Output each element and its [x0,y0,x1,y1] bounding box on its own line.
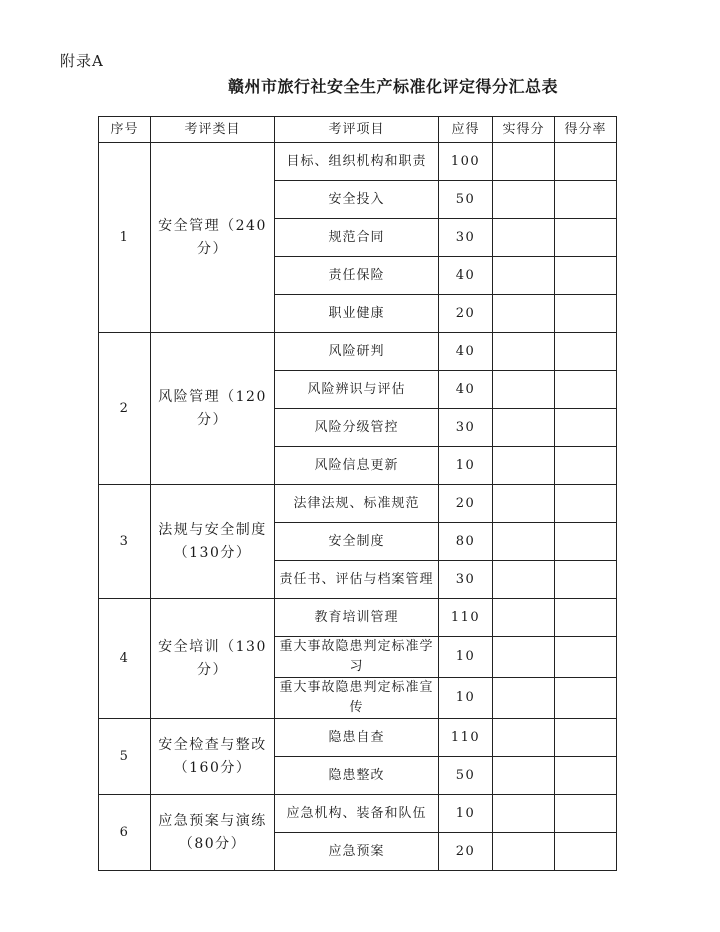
section-category: 法规与安全制度（130分） [151,485,275,599]
max-score-cell: 50 [439,757,493,795]
actual-score-cell[interactable] [493,485,555,523]
max-score-cell: 40 [439,371,493,409]
section-number: 6 [99,795,151,871]
evaluation-item: 风险信息更新 [275,447,439,485]
actual-score-cell[interactable] [493,295,555,333]
score-rate-cell[interactable] [555,678,617,719]
score-rate-cell[interactable] [555,143,617,181]
evaluation-item: 教育培训管理 [275,599,439,637]
header-actual-score: 实得分 [493,117,555,143]
actual-score-cell[interactable] [493,833,555,871]
actual-score-cell[interactable] [493,257,555,295]
score-rate-cell[interactable] [555,719,617,757]
header-score-rate: 得分率 [555,117,617,143]
score-rate-cell[interactable] [555,447,617,485]
max-score-cell: 10 [439,795,493,833]
score-rate-cell[interactable] [555,409,617,447]
evaluation-item: 安全制度 [275,523,439,561]
max-score-cell: 20 [439,485,493,523]
max-score-cell: 30 [439,219,493,257]
max-score-cell: 10 [439,678,493,719]
max-score-cell: 100 [439,143,493,181]
score-rate-cell[interactable] [555,757,617,795]
section-number: 4 [99,599,151,719]
actual-score-cell[interactable] [493,678,555,719]
evaluation-item: 隐患自查 [275,719,439,757]
max-score-cell: 10 [439,447,493,485]
evaluation-item: 风险分级管控 [275,409,439,447]
evaluation-item: 应急预案 [275,833,439,871]
section-number: 2 [99,333,151,485]
section-category: 安全培训（130分） [151,599,275,719]
table-row [99,333,617,371]
evaluation-item: 隐患整改 [275,757,439,795]
score-rate-cell[interactable] [555,181,617,219]
actual-score-cell[interactable] [493,333,555,371]
evaluation-item: 应急机构、装备和队伍 [275,795,439,833]
actual-score-cell[interactable] [493,447,555,485]
score-rate-cell[interactable] [555,295,617,333]
actual-score-cell[interactable] [493,561,555,599]
score-summary-table [98,116,617,871]
evaluation-item: 安全投入 [275,181,439,219]
max-score-cell: 30 [439,561,493,599]
actual-score-cell[interactable] [493,523,555,561]
max-score-cell: 110 [439,719,493,757]
actual-score-cell[interactable] [493,795,555,833]
actual-score-cell[interactable] [493,219,555,257]
evaluation-item: 重大事故隐患判定标准学习 [275,637,439,678]
actual-score-cell[interactable] [493,181,555,219]
table-row [99,599,617,637]
evaluation-item: 目标、组织机构和职责 [275,143,439,181]
table-row [99,485,617,523]
max-score-cell: 20 [439,833,493,871]
max-score-cell: 40 [439,257,493,295]
max-score-cell: 20 [439,295,493,333]
evaluation-item: 法律法规、标准规范 [275,485,439,523]
evaluation-item: 风险研判 [275,333,439,371]
section-category: 安全检查与整改（160分） [151,719,275,795]
actual-score-cell[interactable] [493,599,555,637]
score-rate-cell[interactable] [555,561,617,599]
score-rate-cell[interactable] [555,219,617,257]
score-rate-cell[interactable] [555,833,617,871]
score-rate-cell[interactable] [555,523,617,561]
table-row [99,143,617,181]
section-category: 安全管理（240分） [151,143,275,333]
section-number: 3 [99,485,151,599]
table-header-row [99,117,617,143]
evaluation-item: 责任书、评估与档案管理 [275,561,439,599]
section-number: 1 [99,143,151,333]
score-rate-cell[interactable] [555,485,617,523]
section-category: 应急预案与演练（80分） [151,795,275,871]
header-category: 考评类目 [151,117,275,143]
score-rate-cell[interactable] [555,333,617,371]
appendix-label: 附录A [60,52,104,70]
actual-score-cell[interactable] [493,637,555,678]
max-score-cell: 10 [439,637,493,678]
section-number: 5 [99,719,151,795]
score-rate-cell[interactable] [555,371,617,409]
max-score-cell: 50 [439,181,493,219]
header-max-score: 应得 [439,117,493,143]
max-score-cell: 80 [439,523,493,561]
score-rate-cell[interactable] [555,795,617,833]
score-rate-cell[interactable] [555,257,617,295]
evaluation-item: 职业健康 [275,295,439,333]
evaluation-item: 重大事故隐患判定标准宣传 [275,678,439,719]
max-score-cell: 40 [439,333,493,371]
score-rate-cell[interactable] [555,637,617,678]
actual-score-cell[interactable] [493,371,555,409]
section-category: 风险管理（120分） [151,333,275,485]
actual-score-cell[interactable] [493,409,555,447]
actual-score-cell[interactable] [493,719,555,757]
header-no: 序号 [99,117,151,143]
max-score-cell: 110 [439,599,493,637]
max-score-cell: 30 [439,409,493,447]
table-row [99,719,617,757]
actual-score-cell[interactable] [493,757,555,795]
score-rate-cell[interactable] [555,599,617,637]
evaluation-item: 风险辨识与评估 [275,371,439,409]
evaluation-item: 规范合同 [275,219,439,257]
table-row [99,795,617,833]
page-title: 赣州市旅行社安全生产标准化评定得分汇总表 [228,77,559,96]
evaluation-item: 责任保险 [275,257,439,295]
header-item: 考评项目 [275,117,439,143]
actual-score-cell[interactable] [493,143,555,181]
